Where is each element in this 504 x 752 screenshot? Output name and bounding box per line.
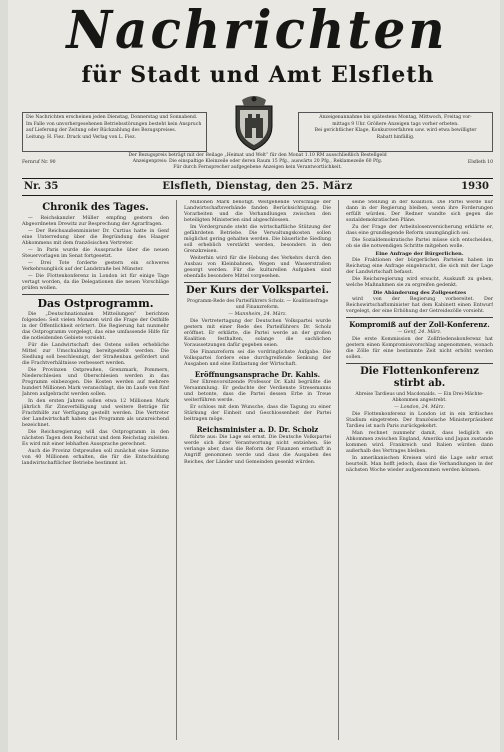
paragraph: Die Fraktionen der bürgerlichen Parteien haben im Reichstag eine Anfrage eingebracht, die sich mit der Lage der Landwirtschaft befasst. [346,257,493,276]
price-info [102,153,413,171]
paragraph: wird von der Regierung vorbereitet. Der Reichswirtschaftsminister hat dem Kabinett einen Entwurf vorgelegt, der eine Erhöhung der Getreidezölle vorsieht. [346,297,493,315]
location-code: Elsfleth 10 [467,160,493,165]
article-dateline: — Mannheim, 24. März. [228,312,287,318]
issue-date: Elsfleth, Dienstag, den 25. März [162,181,353,192]
paragraph: — Die Flottenkonferenz in London ist für einige Tage vertagt worden, da die Delegationen die neuen Vorschläge prüfen wollen. [22,273,169,291]
issue-number: Nr. 35 [24,181,59,192]
info-line: auf Lieferung der Zeitung oder Rückzahlung des Bezugspreises. [26,128,177,134]
price-line: Der Bezugspreis beträgt mit der Beilage „Heimat und Welt“ für den Monat 1.10 RM ausschließlich Bestellgeld [128,153,387,158]
paragraph: Millionen Mark benötigt. Weitgehende Vorschläge der Landwirtschaftsverbände fanden Berücksichtigung. Die Vorarbeiten und die Verhandlungen zwischen den beteiligten Ministerien sind abgeschlossen. [184,200,331,224]
price-line: Für durch Fernsprecher aufgegebene Anzeigen kein Verantwortlichkeit. [173,165,342,170]
paragraph: — In Paris wurde die Aussprache über die neuen Steuervorlagen im Senat fortgesetzt. [22,247,169,259]
column-divider [338,200,339,740]
info-line: mittags 9 Uhr. Größere Anzeigen tags vorher erbeten. [332,121,459,127]
column-divider [176,200,177,740]
paragraph: Auch die Provinz Ostpreußen soll zunächst eine Summe von 40 Millionen erhalten, die für die Entschuldung landwirtschaftlicher Betriebe bestimmt ist. [22,448,169,466]
info-line: Rabatt hinfällig. [376,134,415,140]
info-line: Bei gerichtlicher Klage, Konkursverfahren usw. wird etwa bewilligter [314,128,477,134]
section-rule [346,363,493,364]
paragraph: Man rechnet nunmehr damit, dass lediglich ein Abkommen zwischen England, Amerika und Japan zustande kommen wird. Frankreich und Italien würden dann außerhalb des Vertrages bleiben. [346,430,493,455]
price-row [22,153,493,177]
section-heading: Eröffnungsansprache Dr. Kahls. [194,370,321,380]
article-subheading: Abreise Tardieus und Macdonalds. — Ein Drei-Mächte-Abkommen angestrebt. [355,392,484,404]
phone-number: Fernruf Nr. 90 [22,160,56,165]
column-2 [184,200,331,740]
paragraph: Weiterhin wird für die Hebung des Verkehrs durch den Ausbau von Kleinbahnen, Wegen und Wasserstraßen gesorgt werden. Für die kulturellen Aufgaben sind ebenfalls besondere Mittel vorgesehen. [184,256,331,280]
paragraph: Im Vordergrunde steht die wirtschaftliche Stützung der gefährdeten Betriebe. Die Verwaltungskosten sollen möglichst gering gehalten werden. Die bäuerliche Siedlung soll erheblich verstärkt werden, besonders in den Grenzkreisen. [184,224,331,255]
paragraph: Die „Deutschnationalen Mitteilungen“ berichten folgendes: Seit vielen Monaten wird die Frage der Osthilfe in der Öffentlichkeit erörtert. Die Regierung hat nunmehr das Ostprogramm vorgelegt, das eine umfassende Hilfe für die notleidenden Gebiete vorsieht. [22,311,169,341]
section-heading: Reichsminister a. D. Dr. Scholz [196,425,319,435]
coat-of-arms-icon [226,92,282,152]
paragraph: — Der Reichsaußenminister Dr. Curtius hatte in Genf eine Unterredung über die Begründung des Haager Abkommens mit dem französischen Vertreter. [22,228,169,246]
column-3 [346,200,493,740]
paragraph: Die Sozialdemokratische Partei müsse sich entscheiden, ob sie die notwendigen Schritte mitgehen wolle. [346,237,493,249]
article-dateline: — Genf, 24. März. [397,330,442,336]
paragraph: Die erste Kommission der Zollfriedenskonferenz hat gestern einen Kompromissvorschlag angenommen, wonach die Zölle für eine bestimmte Zeit nicht erhöht werden sollen. [346,336,493,361]
section-rule [346,317,493,318]
paragraph: Der Ehrenvorsitzende Professor Dr. Kahl begrüßte die Versammlung. Er gedachte der Verdienste Stresemanns und betonte, dass die Partei dessen Erbe in Treue weiterführen werde. [184,380,331,404]
article-heading: Die Flottenkonferenz stirbt ab. [360,366,479,390]
paragraph: Die Flottenkonferenz in London ist in ein kritisches Stadium eingetreten. Der französische Ministerpräsident Tardieu ist nach Paris zurückgekehrt. [346,412,493,430]
paragraph: Die Vertretertagung der Deutschen Volkspartei wurde gestern mit einer Rede des Parteiführers Dr. Scholz eröffnet. Er erklärte, die Partei werde an der großen Koalition festhalten, solange die sachlichen Voraussetzungen dafür gegeben seien. [184,319,331,349]
info-line: Anzeigenannahme bis spätestens Montag, Mittwoch, Freitag vor- [319,115,472,120]
column-1 [22,200,169,740]
paragraph: In amerikanischen Kreisen wird die Lage sehr ernst beurteilt. Man hofft jedoch, dass die Verhandlungen in der nächsten Woche wieder aufgenommen werden können. [346,455,493,474]
section-rule [22,294,169,295]
section-rule [184,282,331,283]
publication-info [22,112,207,152]
dateline [22,178,493,196]
info-line: Die Nachrichten erscheinen jeden Dienstag, Donnerstag und Sonnabend. [26,115,198,120]
article-heading: Der Kurs der Volkspartei. [186,285,329,297]
paragraph: Für die Landwirtschaft des Ostens sollen erhebliche Mittel zur Umschuldung bereitgestellt werden. Die Siedlung soll beschleunigt, der Straßenbau gefördert und die Frachtverhältnisse verbessert werden. [22,342,169,366]
article-heading: Das Ostprogramm. [37,296,154,310]
paragraph: Die Provinzen Ostpreußen, Grenzmark, Pommern, Niederschlesien und Oberschlesien werden in das Programm einbezogen. Die Kosten werden auf mehrere hundert Millionen Mark veranschlagt, die im Laufe von fünf Jahren aufgebracht werden sollen. [22,367,169,397]
paragraph: Zu der Frage der Arbeitslosenversicherung erklärte er, dass eine grundlegende Reform unumgänglich sei. [346,224,493,237]
issue-year: 1930 [461,181,489,192]
paragraph: — Drei Tote forderte gestern ein schweres Verkehrsunglück auf der Landstraße bei Münster. [22,260,169,272]
paragraph: Er schloss mit dem Wunsche, dass die Tagung zu einer Stärkung der Einheit und Geschlossenheit der Partei beitragen möge. [184,405,331,423]
article-heading: Kompromiß auf der Zoll-Konferenz. [349,320,490,330]
section-heading: Die Abänderung des Zollgesetzes [372,290,467,296]
newspaper-page [8,0,500,752]
paragraph: seine Stellung in der Koalition. Die Partei werde nur dann in der Regierung bleiben, wenn ihre Forderungen erfüllt würden. Der Redner wandte sich gegen die sozialdemokratischen Pläne. [346,200,493,224]
article-dateline: — London, 24. März. [394,405,445,411]
paragraph: Die Reichsregierung wird ersucht, Auskunft zu geben, welche Maßnahmen sie zu ergreifen gedenkt. [346,276,493,288]
masthead-title: Nachrichten [66,0,448,61]
advertising-info [298,112,493,152]
section-heading: Eine Anfrage der Bürgerlichen. [375,250,464,257]
paragraph: führte aus: Die Lage sei ernst. Die Deutsche Volkspartei werde sich ihrer Verantwortung nicht entziehen. Sie verlange aber, dass die Reform der Finanzen ernsthaft in Angriff genommen werde und dass die Ausgaben des Reiches, der Länder und Gemeinden gesenkt würden. [184,435,331,465]
info-line: Leitung: H. Fiez. Druck und Verlag von L. Fiez. [26,134,136,140]
paragraph: In den ersten Jahren sollen etwa 12 Millionen Mark jährlich für Zinsverbilligung und weitere Beträge für Frachthilfe zur Verfügung gestellt werden. Die Vertreter der Landwirtschaft haben das Programm als unzureichend bezeichnet. [22,398,169,428]
paragraph: Die Reichsregierung will das Ostprogramm in den nächsten Tagen dem Reichsrat und dem Reichstag zuleiten. Es wird mit einer lebhaften Aussprache gerechnet. [22,429,169,447]
article-heading: Chronik des Tages. [42,202,149,213]
paragraph: Die Finanzreform sei die vordringlichste Aufgabe. Die Volkspartei fordere eine durchgreifende Senkung der Ausgaben und eine Entlastung der Wirtschaft. [184,350,331,368]
masthead-subtitle: für Stadt und Amt Elsfleth [81,62,435,88]
article-subheading: Programm-Rede des Parteiführers Scholz. — Koalitionsfrage und Finanzreform. [186,299,329,311]
info-line: Im Falle von unvorhergesehenen Betriebsstörungen besteht kein Anspruch [26,121,202,127]
paragraph: — Reichskanzler Müller empfing gestern den Abgeordneten Drewitz zur Besprechung der Agrarfragen. [22,216,169,228]
price-line: Anzeigenpreis: Die einspaltige Kleinzeile oder deren Raum 15 Pfg., auswärts 20 Pfg., Reklamezeile 60 Pfg. [132,159,383,164]
